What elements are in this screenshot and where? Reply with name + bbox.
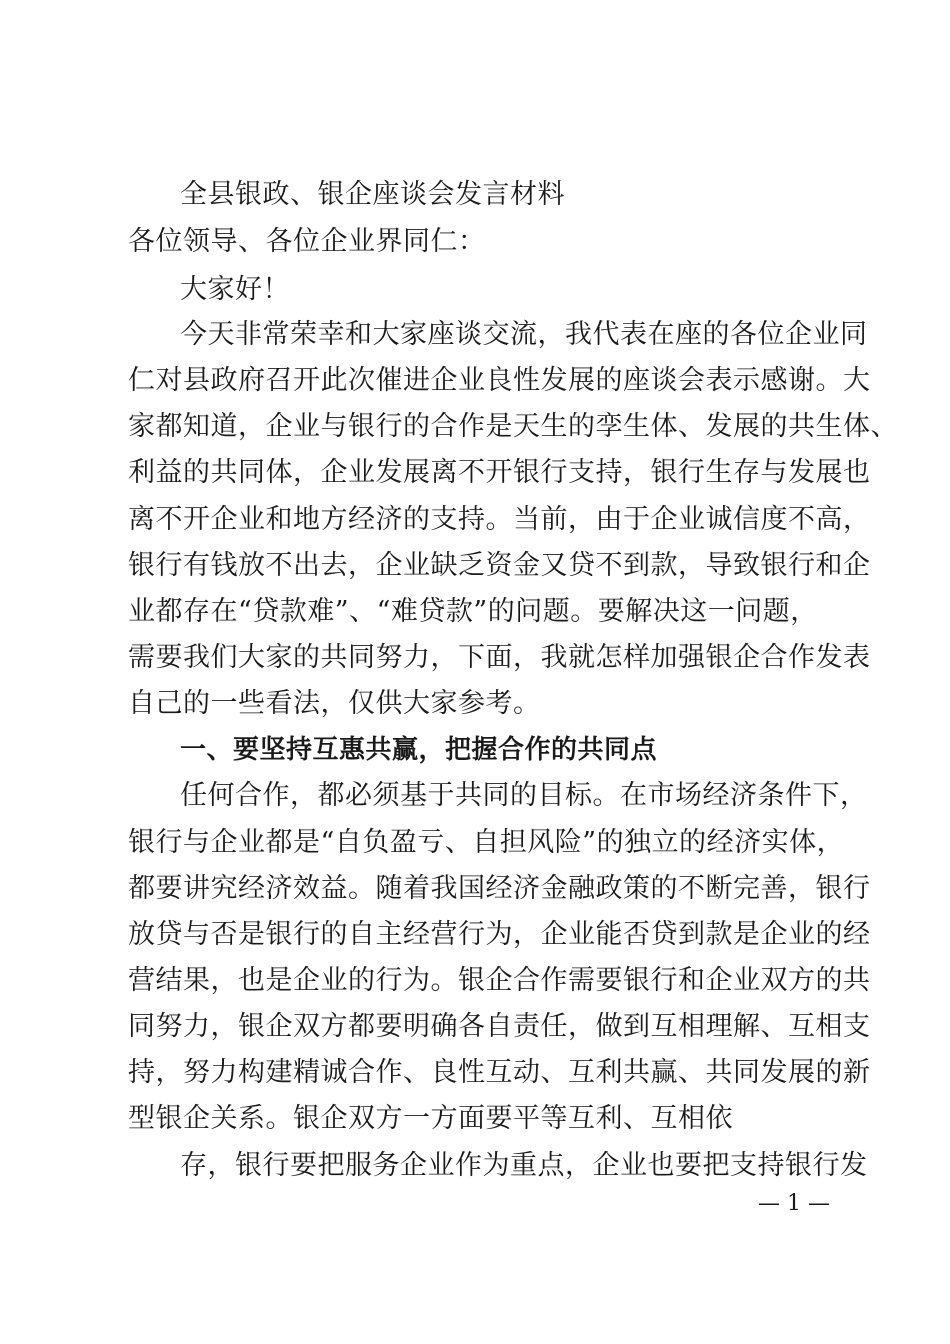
greeting: 大家好！ xyxy=(180,274,290,305)
section-heading: 一、要坚持互惠共赢，把握合作的共同点 xyxy=(180,735,658,765)
paragraph-line: 持，努力构建精诚合作、良性互动、互利共赢、共同发展的新 xyxy=(128,1057,871,1088)
paragraph-line: 营结果，也是企业的行为。银企合作需要银行和企业双方的共 xyxy=(128,965,871,996)
paragraph-line: 型银企关系。银企双方一方面要平等互利、互相依 xyxy=(128,1103,733,1134)
paragraph-line: 业都存在“贷款难”、“难贷款”的问题。要解决这一问题， xyxy=(128,596,818,627)
paragraph-line: 自己的一些看法，仅供大家参考。 xyxy=(128,688,541,719)
paragraph-line: 银行与企业都是“自负盈亏、自担风险”的独立的经济实体， xyxy=(128,827,845,858)
salutation: 各位领导、各位企业界同仁： xyxy=(128,226,486,257)
paragraph-line: 家都知道，企业与银行的合作是天生的孪生体、发展的共生体、 xyxy=(128,411,898,442)
paragraph-line: 存，银行要把服务企业作为重点，企业也要把支持银行发 xyxy=(180,1150,868,1181)
paragraph-line: 离不开企业和地方经济的支持。当前，由于企业诚信度不高， xyxy=(128,504,871,535)
paragraph-line: 任何合作，都必须基于共同的目标。在市场经济条件下， xyxy=(180,780,868,811)
paragraph-line: 都要讲究经济效益。随着我国经济金融政策的不断完善，银行 xyxy=(128,873,871,904)
page-number: — 1 — xyxy=(758,1191,830,1216)
document-title: 全县银政、银企座谈会发言材料 xyxy=(180,179,565,210)
paragraph-line: 需要我们大家的共同努力，下面，我就怎样加强银企合作发表 xyxy=(128,642,871,673)
paragraph-line: 仁对县政府召开此次催进企业良性发展的座谈会表示感谢。大 xyxy=(128,365,871,396)
paragraph-line: 放贷与否是银行的自主经营行为，企业能否贷到款是企业的经 xyxy=(128,919,871,950)
paragraph-line: 今天非常荣幸和大家座谈交流，我代表在座的各位企业同 xyxy=(180,319,868,350)
paragraph-line: 银行有钱放不出去，企业缺乏资金又贷不到款，导致银行和企 xyxy=(128,550,871,581)
paragraph-line: 同努力，银企双方都要明确各自责任，做到互相理解、互相支 xyxy=(128,1011,871,1042)
paragraph-line: 利益的共同体，企业发展离不开银行支持，银行生存与发展也 xyxy=(128,457,871,488)
